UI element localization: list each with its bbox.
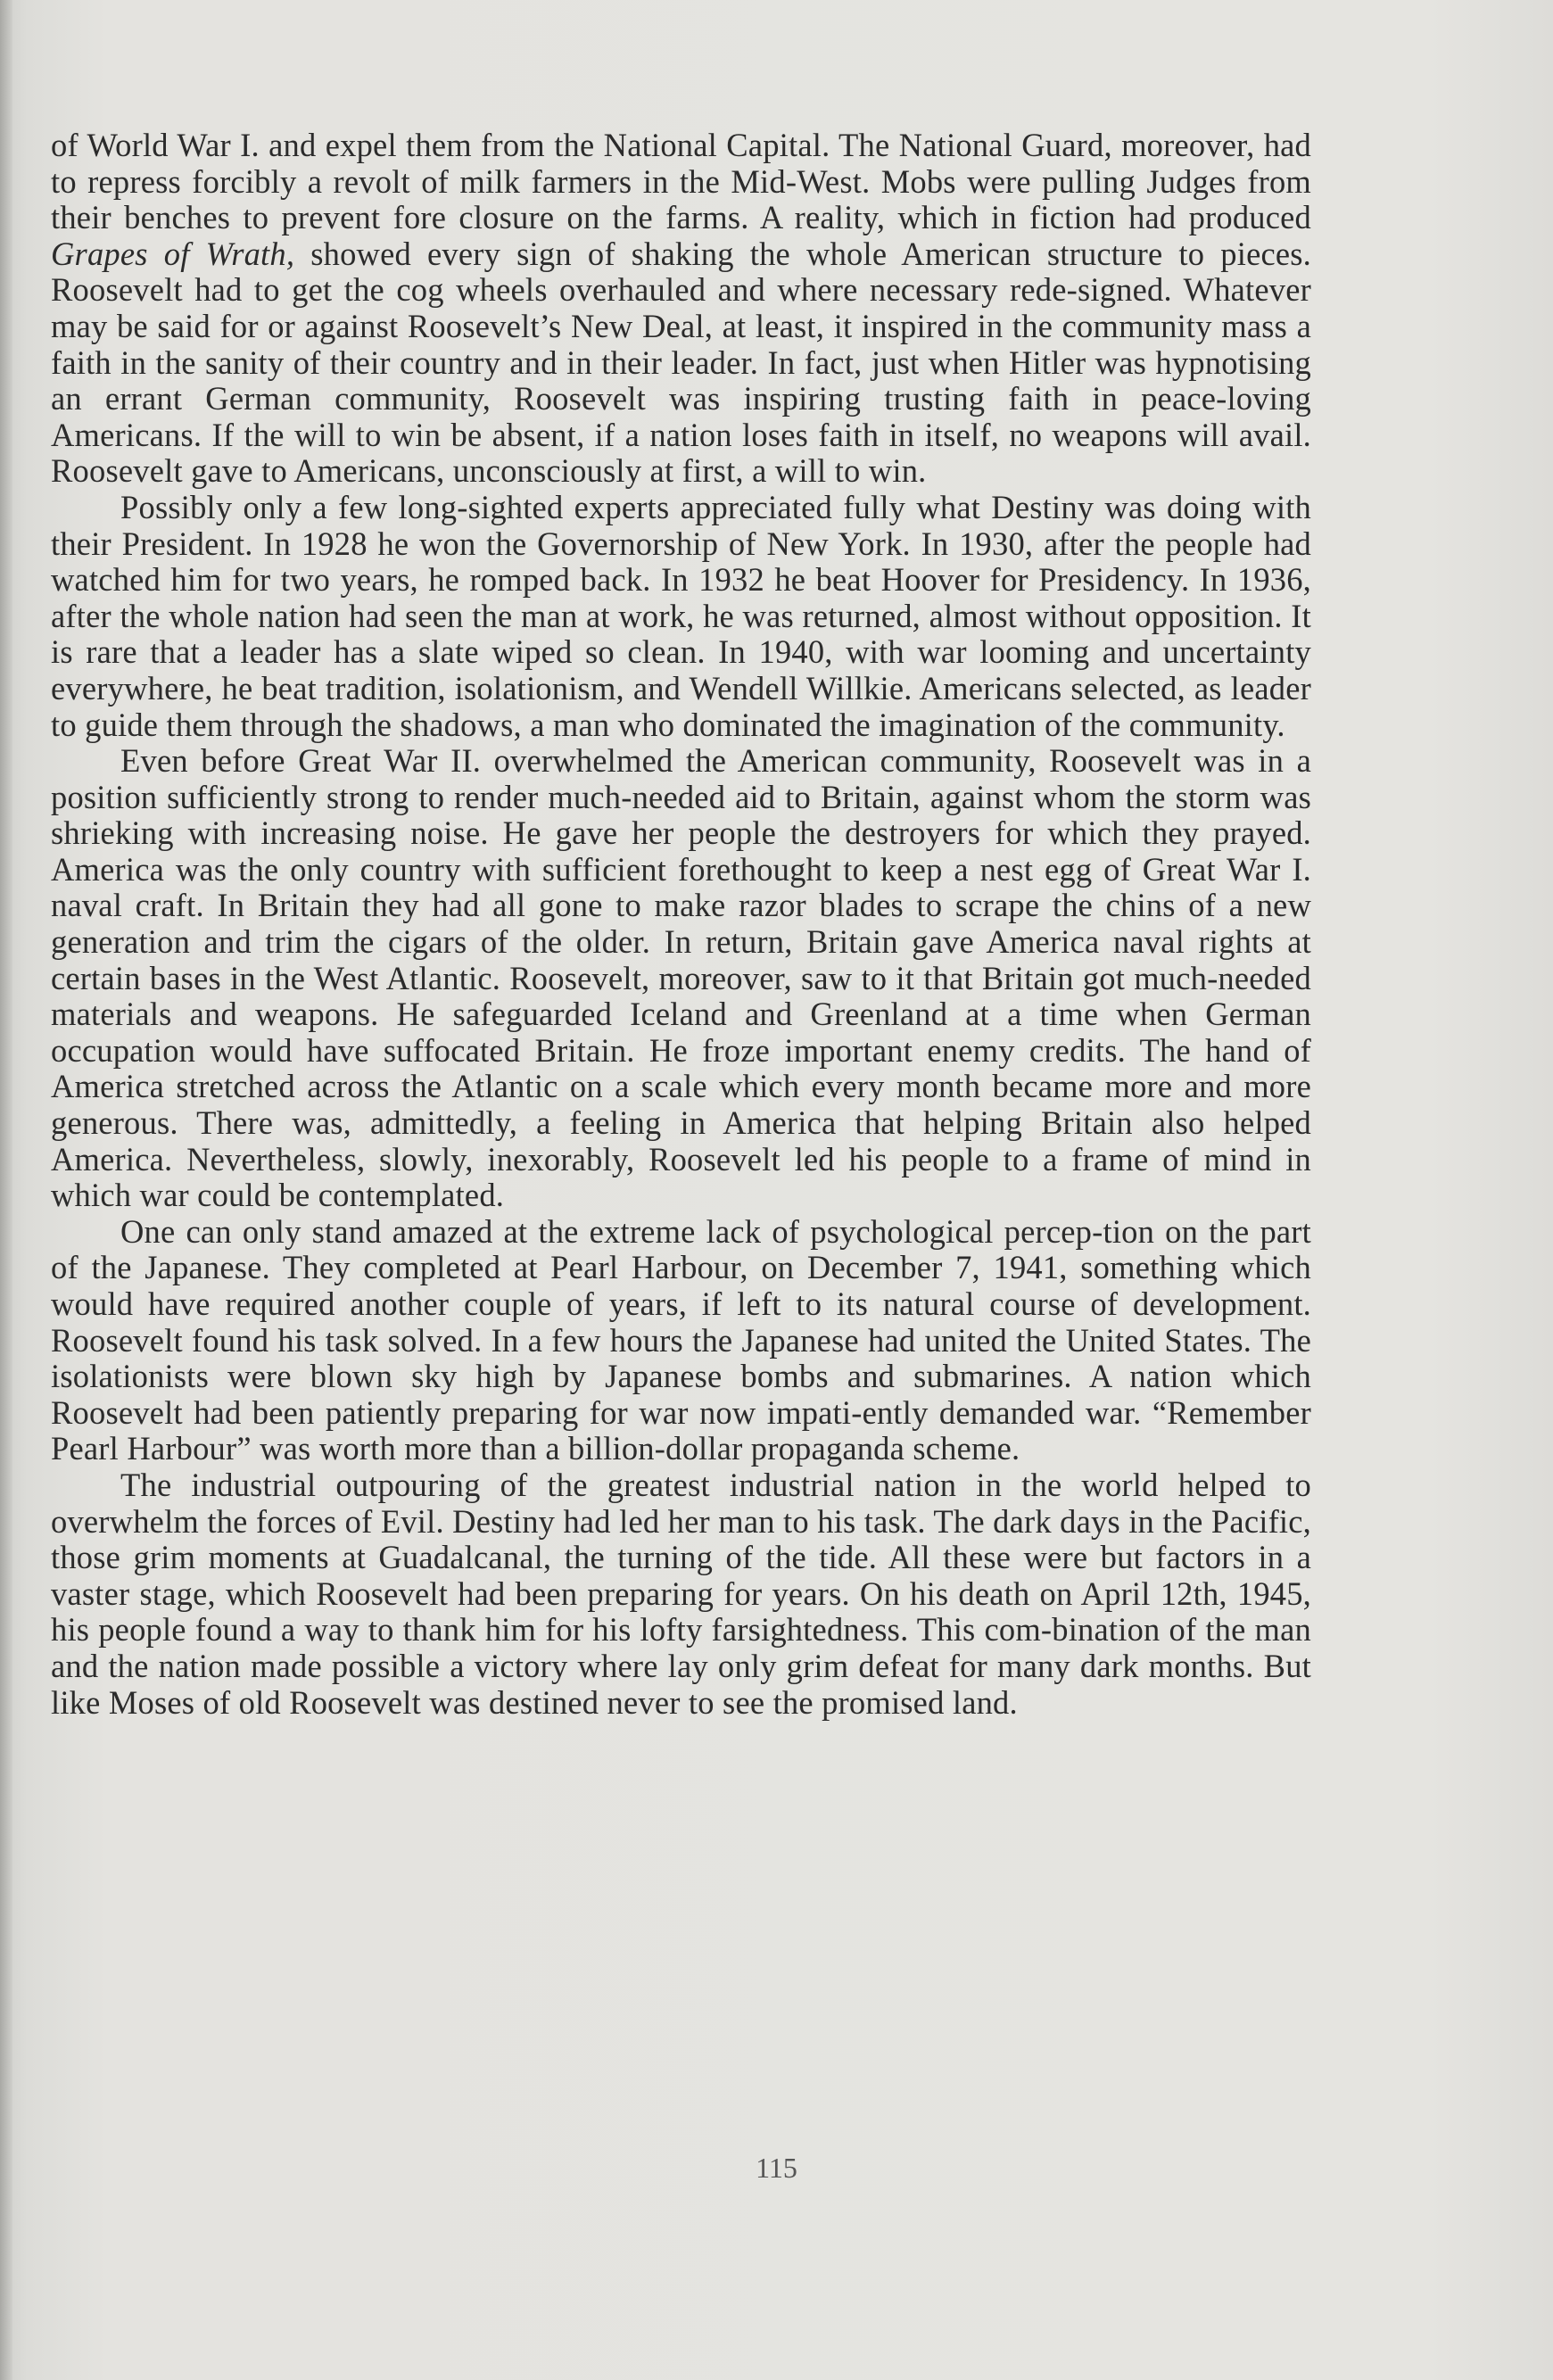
paragraph-3: Even before Great War II. overwhelmed the American community, Roosevelt was in a position sufficiently strong to render much-needed aid to Britain, against whom the storm was shrieking with increasing noise. He gave her people the destroyers for which they prayed. America was the only country with sufficient forethought to keep a nest egg of Great War I. naval craft. In Britain they had all gone to make razor blades to scrape the chins of a new generation and trim the cigars of the older. In return, Britain gave America naval rights at certain bases in the West Atlantic. Roosevelt, moreover, saw to it that Britain got much-needed materials and weapons. He safeguarded Iceland and Greenland at a time when German occupation would have suffocated Britain. He froze important enemy credits. The hand of America stretched across the Atlantic on a scale which every month became more and more generous. There was, admittedly, a feeling in America that helping Britain also helped America. Nevertheless, slowly, inexorably, Roosevelt led his people to a frame of mind in which war could be contemplated. (51, 742, 1311, 1214)
paragraph-1-text: of World War I. and expel them from the National Capital. The National Guard, moreover, had to repress forcibly a revolt of milk farmers in the Mid-West. Mobs were pulling Judges from their benches to prevent fore closure on the farms. A reality, which in fiction had produced (51, 127, 1311, 236)
paragraph-1 (51, 128, 1311, 490)
paragraph-1-text-cont: showed every sign of shaking the whole American structure to pieces. Roosevelt had to get the cog wheels overhauled and where necessary rede-signed. Whatever may be said for or against Roosevelt’s New Deal, at least, it inspired in the community mass a faith in the sanity of their country and in their leader. In fact, just when Hitler was hypnotising an errant German community, Roosevelt was inspiring trusting faith in peace-loving Americans. If the will to win be absent, if a nation loses faith in itself, no weapons will avail. Roosevelt gave to Americans, unconsciously at first, a will to win. (51, 235, 1312, 490)
paragraph-4: One can only stand amazed at the extreme lack of psychological percep-tion on the part of the Japanese. They completed at Pearl Harbour, on December 7, 1941, something which would have required another couple of years, if left to its natural course of development. Roosevelt found his task solved. In a few hours the Japanese had united the United States. The isolationists were blown sky high by Japanese bombs and submarines. A nation which Roosevelt had been patiently preparing for war now impati-ently demanded war. “Remember Pearl Harbour” was worth more than a billion-dollar propaganda scheme. (51, 1212, 1311, 1467)
paragraph-2: Possibly only a few long-sighted experts appreciated fully what Destiny was doing with their President. In 1928 he won the Governorship of New York. In 1930, after the people had watched him for two years, he romped back. In 1932 he beat Hoover for Presidency. In 1936, after the whole nation had seen the man at work, he was returned, almost without opposition. It is rare that a leader has a slate wiped so clean. In 1940, with war looming and uncertainty everywhere, he beat tradition, isolationism, and Wendell Willkie. Americans selected, as leader to guide them through the shadows, a man who dominated the imagination of the community. (51, 488, 1311, 743)
page-number: 115 (756, 2152, 797, 2184)
book-title-italic: Grapes of Wrath, (51, 235, 295, 272)
paragraph-5: The industrial outpouring of the greatest industrial nation in the world helped to overwhelm the forces of Evil. Destiny had led her man to his task. The dark days in the Pacific, those grim moments at Guadalcanal, the turning of the tide. All these were but factors in a vaster stage, which Roosevelt had been preparing for years. On his death on April 12th, 1945, his people found a way to thank him for his lofty farsightedness. This com-bination of the man and the nation made possible a victory where lay only grim defeat for many dark months. But like Moses of old Roosevelt was destined never to see the promised land. (51, 1466, 1311, 1721)
body-text (51, 128, 1311, 1721)
page-edge (0, 0, 12, 2380)
